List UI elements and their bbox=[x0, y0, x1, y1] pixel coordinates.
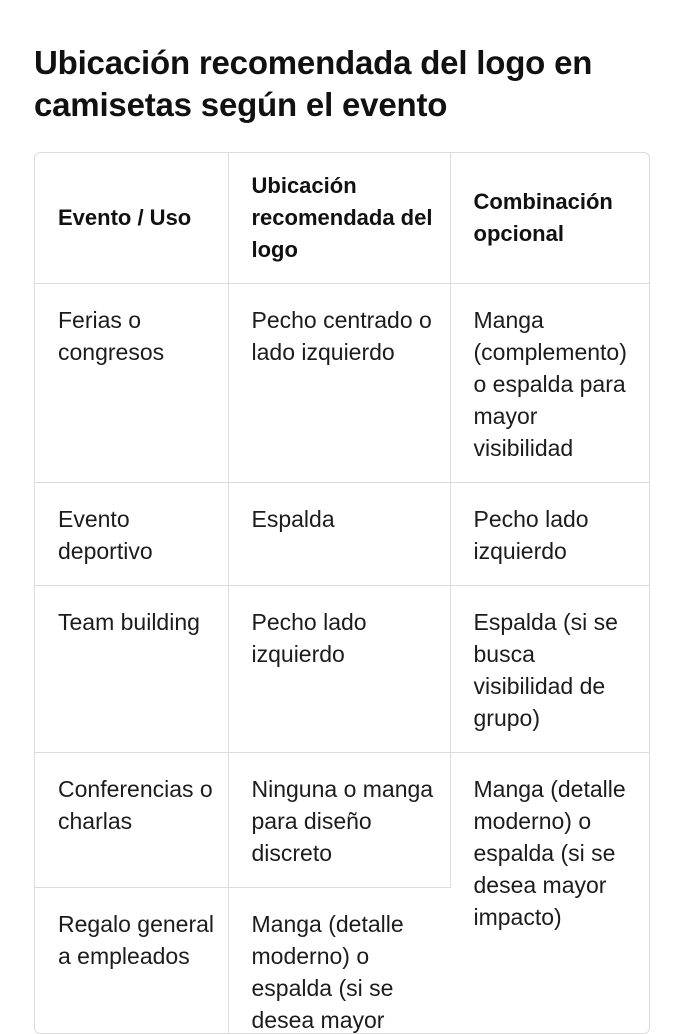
cell-combinacion: Espalda (si se busca visibilidad de grupo) bbox=[450, 585, 649, 752]
table-row bbox=[35, 283, 649, 482]
cell-combinacion-merged: Manga (detalle moderno) o espalda (si se desea mayor impacto) bbox=[450, 752, 649, 1034]
logo-placement-table bbox=[35, 153, 649, 1034]
cell-ubicacion: Ninguna o manga para diseño discreto bbox=[228, 752, 450, 887]
header-combinacion-opcional: Combinación opcional bbox=[450, 153, 649, 283]
cell-ubicacion: Espalda bbox=[228, 482, 450, 585]
cell-combinacion: Pecho lado izquierdo bbox=[450, 482, 649, 585]
table-row bbox=[35, 752, 649, 887]
header-ubicacion-recomendada: Ubicación recomendada del logo bbox=[228, 153, 450, 283]
cell-ubicacion: Manga (detalle moderno) o espalda (si se desea mayor bbox=[228, 887, 450, 1034]
cell-evento: Ferias o congresos bbox=[35, 283, 228, 482]
cell-evento: Conferencias o charlas bbox=[35, 752, 228, 887]
header-evento-uso: Evento / Uso bbox=[35, 153, 228, 283]
cell-evento: Regalo general a empleados bbox=[35, 887, 228, 1034]
cell-ubicacion: Pecho centrado o lado izquierdo bbox=[228, 283, 450, 482]
table-header-row bbox=[35, 153, 649, 283]
cell-evento: Evento deportivo bbox=[35, 482, 228, 585]
cell-combinacion: Manga (complemento) o espalda para mayor visibilidad bbox=[450, 283, 649, 482]
page-title: Ubicación recomendada del logo en camisetas según el evento bbox=[34, 44, 593, 123]
table-row bbox=[35, 482, 649, 585]
table-row bbox=[35, 585, 649, 752]
cell-evento: Team building bbox=[35, 585, 228, 752]
logo-placement-table-container bbox=[34, 152, 650, 1034]
cell-ubicacion: Pecho lado izquierdo bbox=[228, 585, 450, 752]
